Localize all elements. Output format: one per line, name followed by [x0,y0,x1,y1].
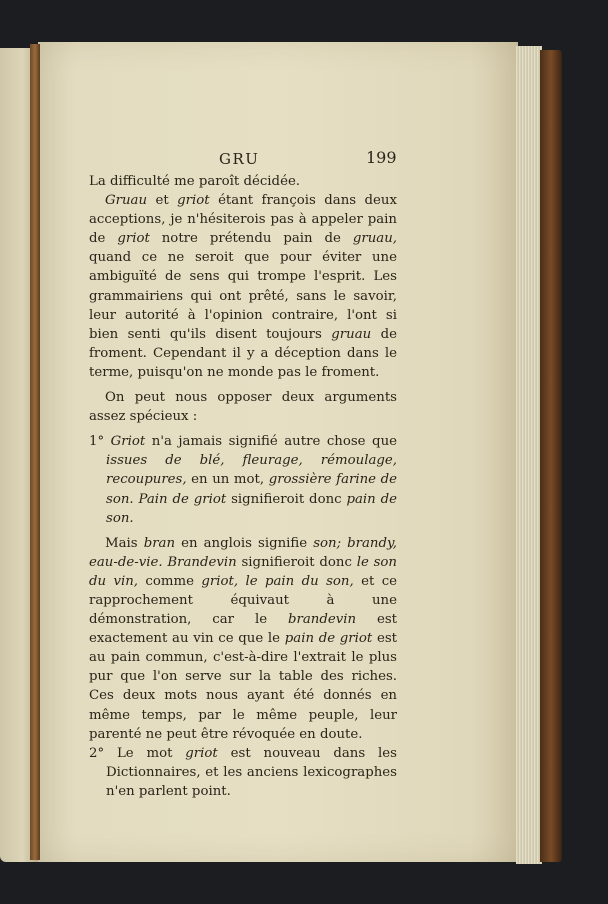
italic-run: griot [177,193,210,209]
italic-run: griot [185,745,218,761]
text-run: en anglois signifie [175,535,314,551]
text-run: est exactement au vin ce que le [89,612,398,647]
italic-run: Gruau [105,193,148,209]
paragraph-3 [89,388,397,426]
page-body [89,172,397,801]
text-run: quand ce ne seroit que pour éviter une ambiguïté de sens qui trompe l'esprit. Les grammairiens qui ont prêté, sans le savoir, leur autorité à l'opinion contraire, l'ont si bien senti qu'ils disent toujours [89,250,397,342]
page-edges [516,46,542,864]
italic-run: Griot [110,434,146,450]
text-run: signifieroit donc [226,491,347,507]
text-run: notre prétendu pain de [149,231,353,247]
text-run: La difficulté me paroît décidée. [89,174,301,189]
text-run: et ce rapprochement équivaut à une démonstration, car le [89,573,398,628]
list-number: 2° [89,745,117,761]
italic-run: griot, le pain du son, [201,573,354,589]
italic-run: gruau, [352,231,398,247]
text-run: et [147,193,178,209]
text-run: n'a jamais signifié autre chose que [145,434,398,450]
italic-run: pain de griot [284,631,373,647]
italic-run: gruau [331,326,372,342]
italic-run: son; brandy, eau-de-vie. Brandevin [89,535,397,570]
text-run: en un mot, [186,472,269,488]
paragraph-6 [89,744,397,801]
text-run: comme [138,573,202,589]
italic-run: issues de blé, fleurage, rémoulage, recoupures, [106,453,397,488]
text-run: signifieroit donc [236,554,357,570]
italic-run: bran [143,535,176,551]
page-number: 199 [366,148,397,167]
italic-run: le son du vin, [89,554,397,589]
text-run: Mais [105,535,144,551]
text-run: est au pain commun, c'est-à-dire l'extrait le plus pur que l'on serve sur la table des riches. Ces deux mots nous ayant été donnés en même temps, par le même peuple, leur parenté ne peut être révoquée en doute. [89,631,398,742]
paragraph-4 [89,432,397,527]
book-cover [540,50,562,862]
paragraph-5 [89,534,397,744]
paragraph-2 [89,191,397,382]
book-gutter [30,44,40,860]
text-run: étant françois dans deux acceptions, je n'hésiterois pas à appeler pain de [89,193,397,247]
paragraph-1 [89,172,397,191]
italic-run: griot [117,231,150,247]
italic-run: brandevin [287,612,357,628]
text-run: Le mot [116,745,186,761]
text-run: de froment. Cependant il y a déception dans le terme, puisqu'on ne monde pas le froment. [89,326,397,380]
text-run: est nouveau dans les Dictionnaires, et les anciens lexicographes n'en parlent point. [106,745,397,799]
italic-run: pain de son. [106,491,397,526]
text-run: On peut nous opposer deux arguments assez spécieux : [89,390,397,425]
list-number: 1° [89,434,111,450]
italic-run: grossière farine de son. Pain de griot [106,472,397,507]
running-head: GRU [219,150,260,168]
